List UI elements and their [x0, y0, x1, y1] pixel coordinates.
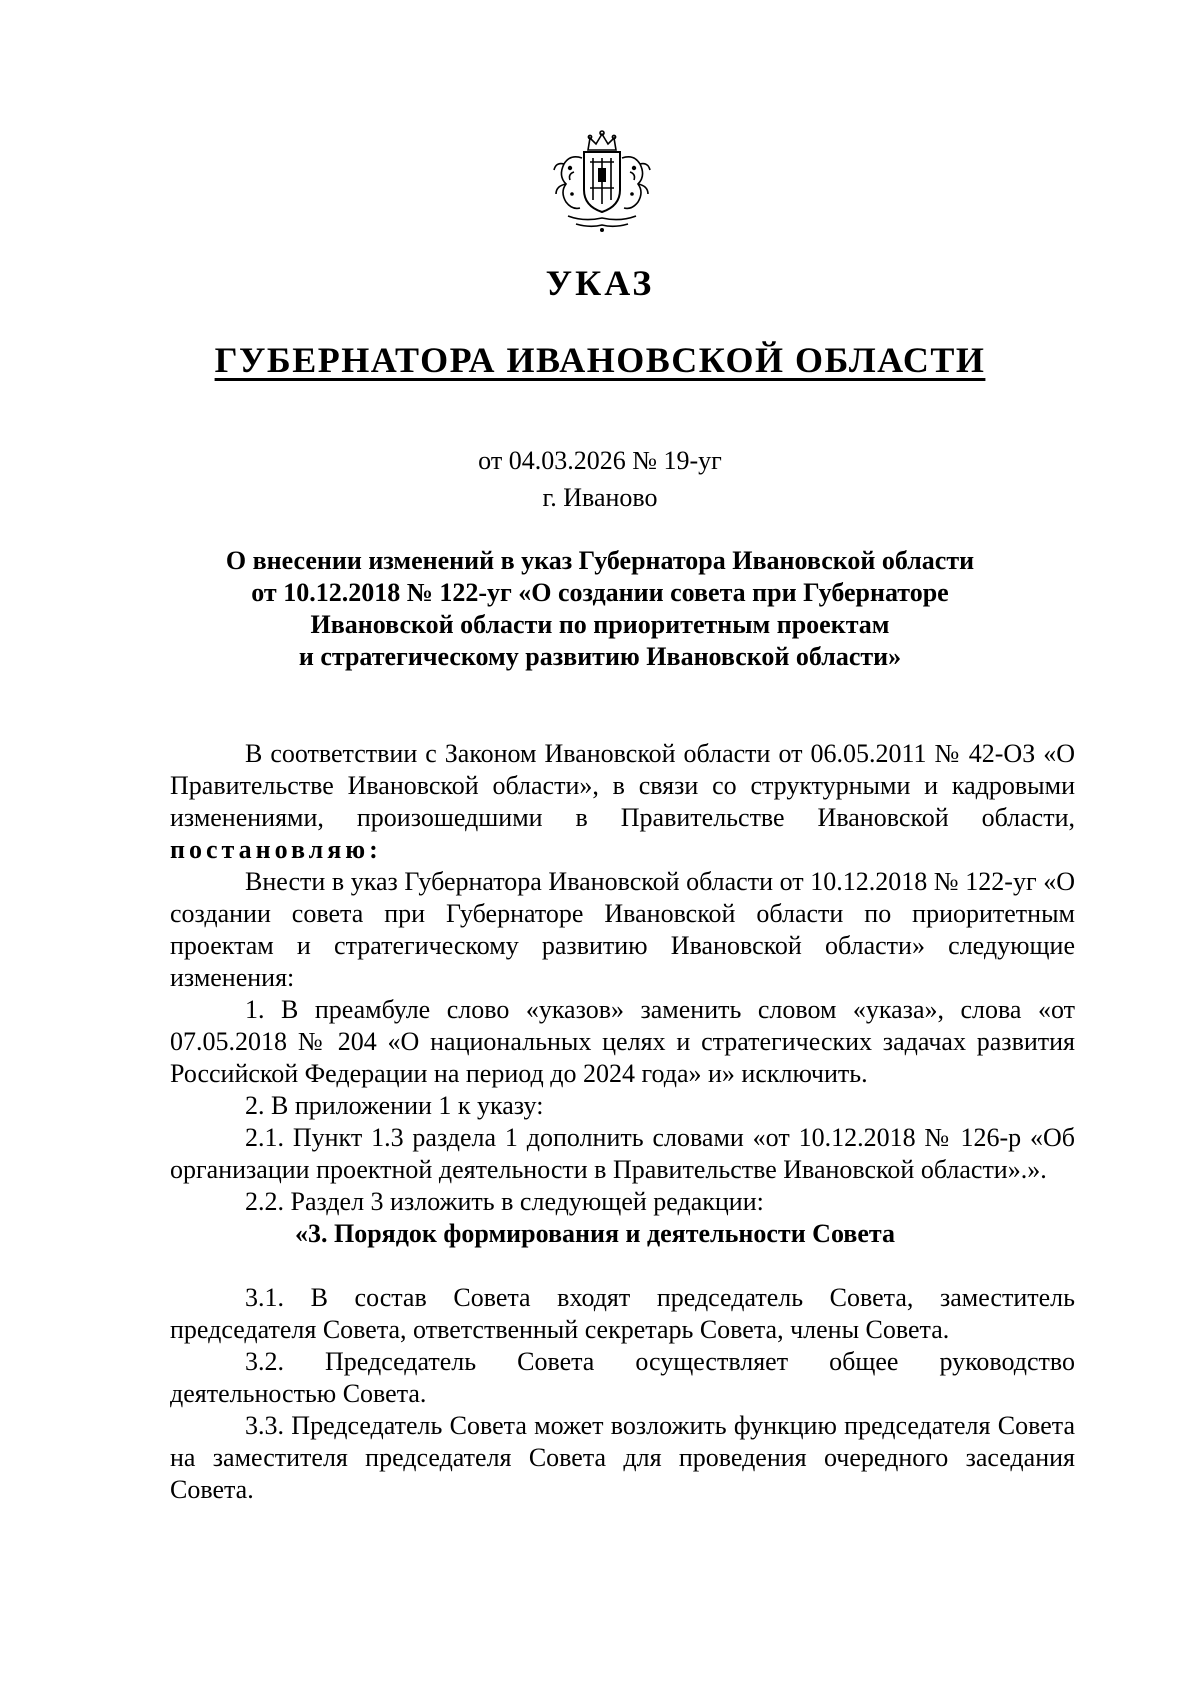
issuing-authority-text: ГУБЕРНАТОРА ИВАНОВСКОЙ ОБЛАСТИ: [214, 340, 986, 380]
preamble-text: В соответствии с Законом Ивановской области от 06.05.2011 № 42-ОЗ «О Правительстве Ивановской области», в связи со структурными и кадровыми изменениями, произошедшими в Правительстве Ивановской области,: [170, 739, 1075, 832]
document-type-title: УКАЗ: [545, 263, 655, 303]
ivanovo-coat-of-arms-icon: [550, 128, 654, 234]
document-subject-title: [0, 545, 1200, 673]
document-city: г. Иваново: [542, 483, 658, 512]
point-3-3-paragraph: 3.3. Председатель Совета может возложить функцию председателя Совета на заместителя председателя Совета для проведения очередного заседания Совета.: [170, 1411, 1075, 1504]
decree-word: постановляю:: [170, 835, 382, 864]
intro-paragraph: Внести в указ Губернатора Ивановской области от 10.12.2018 № 122-уг «О создании совета при Губернаторе Ивановской области по приоритетным проектам и стратегическому развитию Ивановской области» следующие изменения:: [170, 867, 1075, 992]
item-2-paragraph: 2. В приложении 1 к указу:: [245, 1091, 544, 1120]
point-3-2-paragraph: 3.2. Председатель Совета осуществляет общее руководство деятельностью Совета.: [170, 1347, 1075, 1408]
preamble-paragraph: [170, 738, 1075, 866]
subject-line: от 10.12.2018 № 122-уг «О создании совета при Губернаторе: [251, 578, 949, 607]
document-date-number: от 04.03.2026 № 19-уг: [478, 446, 722, 475]
point-3-1-paragraph: 3.1. В состав Совета входят председатель Совета, заместитель председателя Совета, ответственный секретарь Совета, члены Совета.: [170, 1283, 1075, 1344]
subject-line: Ивановской области по приоритетным проектам: [310, 610, 890, 639]
paragraph-spacer: [170, 1250, 1075, 1282]
item-2-2-paragraph: 2.2. Раздел 3 изложить в следующей редакции:: [245, 1187, 764, 1216]
subject-line: О внесении изменений в указ Губернатора Ивановской области: [225, 546, 975, 575]
item-1-paragraph: 1. В преамбуле слово «указов» заменить словом «указа», слова «от 07.05.2018 № 204 «О национальных целях и стратегических задачах развития Российской Федерации на период до 2024 года» и» исключить.: [170, 995, 1075, 1088]
document-body: [170, 738, 1075, 1506]
item-2-1-paragraph: 2.1. Пункт 1.3 раздела 1 дополнить словами «от 10.12.2018 № 126-р «Об организации проектной деятельности в Правительстве Ивановской области».».: [170, 1123, 1075, 1184]
subject-line: и стратегическому развитию Ивановской области»: [298, 642, 902, 671]
issuing-authority-title: [0, 339, 1200, 381]
section-3-heading: «3. Порядок формирования и деятельности Совета: [295, 1219, 895, 1248]
